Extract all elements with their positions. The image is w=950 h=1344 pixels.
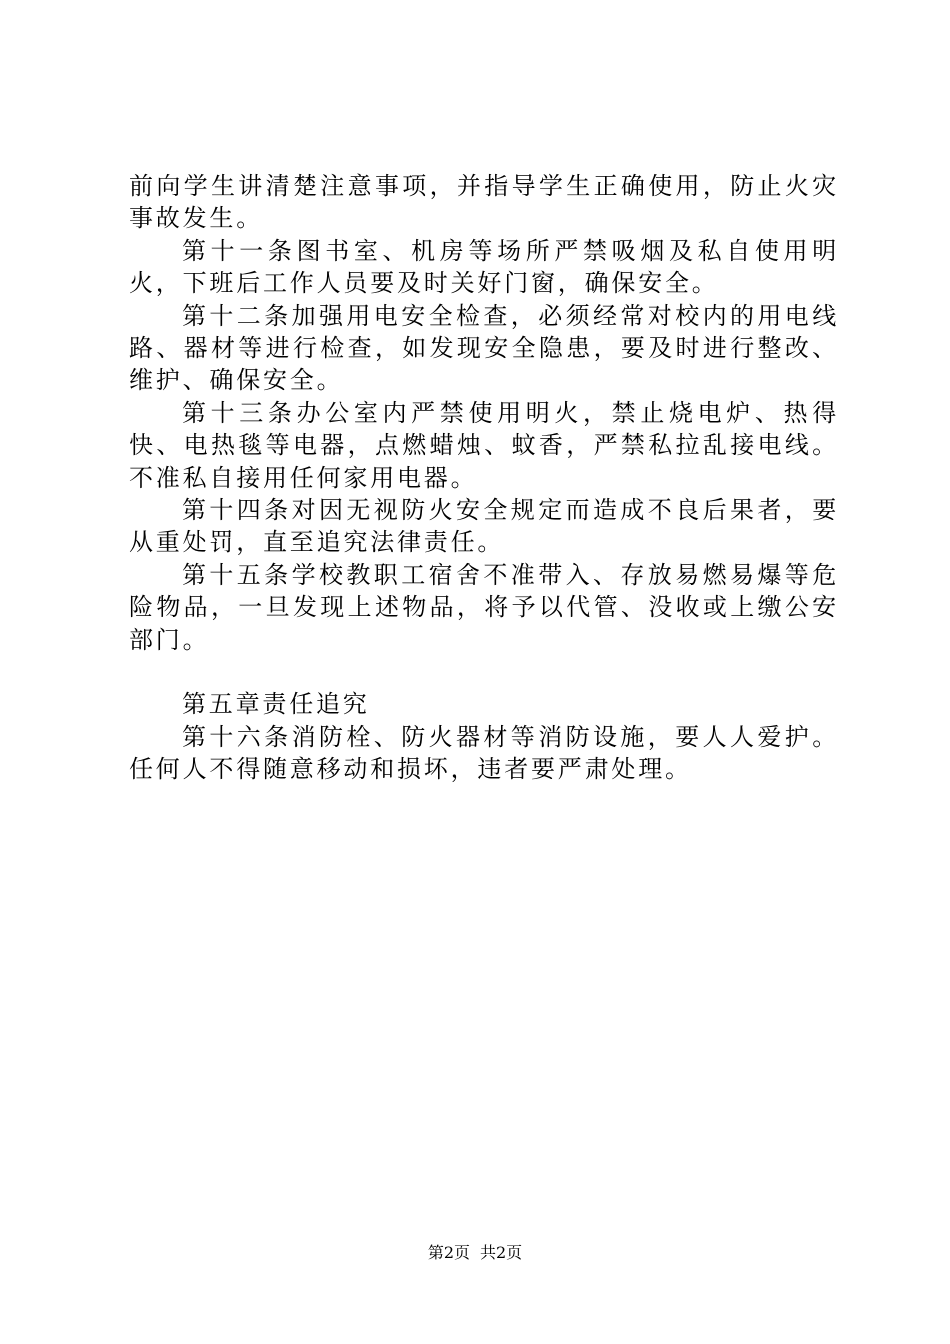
- document-body: [129, 170, 839, 786]
- article-15: 第十五条学校教职工宿舍不准带入、存放易燃易爆等危险物品，一旦发现上述物品，将予以代管、没收或上缴公安部门。: [129, 560, 839, 654]
- article-12: 第十二条加强用电安全检查，必须经常对校内的用电线路、器材等进行检查，如发现安全隐患，要及时进行整改、维护、确保安全。: [129, 301, 839, 395]
- article-14: 第十四条对因无视防火安全规定而造成不良后果者，要从重处罚，直至追究法律责任。: [129, 496, 839, 557]
- paragraph-continuation: 前向学生讲清楚注意事项，并指导学生正确使用，防止火灾事故发生。: [129, 172, 839, 233]
- article-11: 第十一条图书室、机房等场所严禁吸烟及私自使用明火，下班后工作人员要及时关好门窗，确保安全。: [129, 236, 839, 298]
- page-footer: [0, 1243, 950, 1263]
- blank-line: [129, 656, 839, 688]
- page-total: 共2页: [480, 1243, 523, 1262]
- page-number: 第2页: [427, 1243, 470, 1262]
- article-16: 第十六条消防栓、防火器材等消防设施，要人人爱护。任何人不得随意移动和损坏，违者要严肃处理。: [129, 722, 839, 784]
- article-13: 第十三条办公室内严禁使用明火，禁止烧电炉、热得快、电热毯等电器，点燃蜡烛、蚊香，严禁私拉乱接电线。不准私自接用任何家用电器。: [129, 398, 839, 492]
- chapter-heading: 第五章责任追究: [182, 690, 370, 719]
